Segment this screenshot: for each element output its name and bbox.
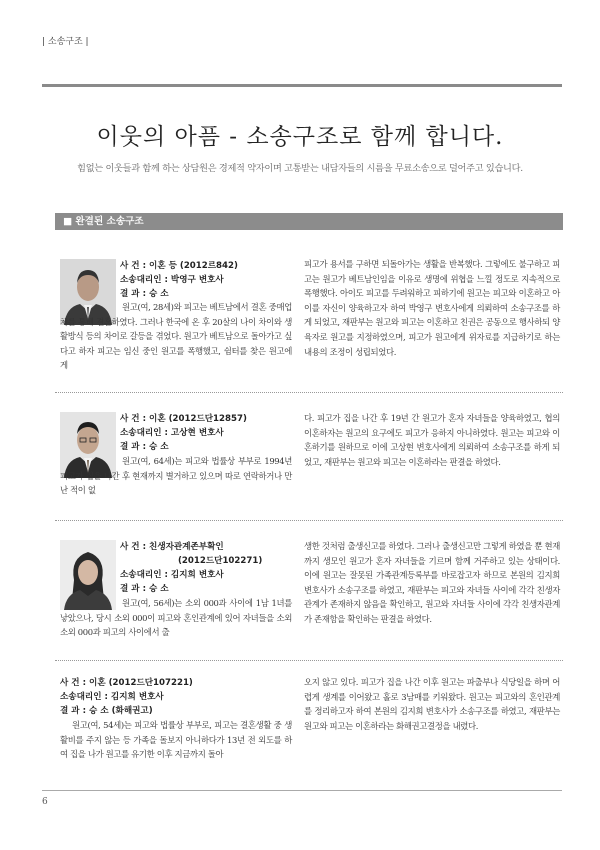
case-2-agent: 소송대리인 : 고상현 변호사 (120, 428, 224, 438)
top-divider-bar (42, 84, 562, 87)
case-2-right-text: 다. 피고가 집을 나간 후 19년 간 원고가 혼자 자녀들을 양육하였고, 협의이혼하자는 원고의 요구에도 피고가 응하지 아니하였다. 원고는 피고와 이혼하기를 원하므로 이에 고상현 변호사에게 의뢰하여 소송구조를 하게 되었고, 재판부는 원고와 피고는 이혼하라는 판결을 하였다. (304, 413, 560, 467)
case-2-left-text: 원고(여, 64세)는 피고와 법률상 부부로 1994년 피고가 집을 나간 후 현재까지 별거하고 있으며 따로 연락하거나 만난 적이 없 (60, 456, 292, 496)
case-4-meta (60, 676, 193, 718)
case-4-agent: 소송대리인 : 김지희 변호사 (60, 692, 164, 702)
case-1-meta (120, 259, 238, 301)
page-number: 6 (42, 797, 48, 807)
case-1-right-text: 피고가 용서를 구하면 되돌아가는 생활을 반복했다. 그렇에도 불구하고 피고는 원고가 베트남인임을 이유로 생명에 위협을 느낄 정도로 지속적으로 폭행했다. 아이도 피고를 두려워하고 피하기에 원고는 피고와 이혼하고 아이를 자신이 양육하고자 하여 박영구 변호사에게 의뢰하여 소송구조를 하게 되었고, 재판부는 원고와 피고는 이혼하고 친권은 공동으로 행사하되 양육자로 원고를 지정하였으며, 피고가 원고에게 위자료를 지급하기로 하는 내용의 조정이 성립되었다. (304, 259, 560, 357)
case-divider-1 (55, 392, 563, 393)
section-tag: | 소송구조 | (42, 37, 89, 47)
case-3-left-text: 원고(여, 56세)는 소외 000과 사이에 1남 1녀를 낳았으나, 당시 소외 000이 피고와 혼인관계에 있어 자녀들을 소외 소외 000과 피고의 사이에서 출 (60, 598, 292, 638)
case-1-agent: 소송대리인 : 박영구 변호사 (120, 275, 224, 285)
page-title: 이웃의 아픔 - 소송구조로 함께 합니다. (96, 124, 504, 150)
case-1-label: 사 건 : 이혼 등 (2012르842) (120, 261, 238, 271)
case-4-label: 사 건 : 이혼 (2012드단107221) (60, 678, 193, 688)
case-3-meta (120, 540, 262, 596)
case-4-left-text: 원고(여, 54세)는 피고와 법률상 부부로, 피고는 결혼생활 중 생활비를 주지 않는 등 가족을 돌보지 아니하다가 13년 전 외도를 하여 집을 나가 원고를 유기한 이후 지금까지 돌아 (60, 720, 292, 760)
case-4-result: 결 과 : 승 소 (화해권고) (60, 706, 153, 716)
case-1-result: 결 과 : 승 소 (120, 289, 169, 299)
page-subtitle: 힘없는 이웃들과 함께 하는 상담원은 경제적 약자이며 고통받는 내담자들의 시름을 무료소송으로 덜어주고 있습니다. (77, 163, 523, 174)
case-divider-2 (55, 520, 563, 521)
case-3-agent: 소송대리인 : 김지희 변호사 (120, 570, 224, 580)
case-3-result: 결 과 : 승 소 (120, 584, 169, 594)
case-2-label: 사 건 : 이혼 (2012드단12857) (120, 414, 247, 424)
case-2-result: 결 과 : 승 소 (120, 442, 169, 452)
case-4-right-text: 오지 않고 있다. 피고가 집을 나간 이후 원고는 파출부나 식당일을 하며 어렵게 생계를 이어왔고 홀로 3남매를 키워왔다. 원고는 피고와의 혼인관계를 정리하고자 하여 본원의 김지희 변호사가 소송구조를 하였고, 재판부는 원고와 피고는 이혼하라는 화해권고결정을 내렸다. (304, 677, 560, 731)
section-header: ■ 완결된 소송구조 (55, 213, 563, 230)
case-3-right-text: 생한 것처럼 출생신고를 하였다. 그러나 출생신고만 그렇게 하였을 뿐 현재까지 생모인 원고가 혼자 자녀들을 기르며 함께 거주하고 있는 상태이다. 이에 원고는 잘못된 가족관계등록부를 바로잡고자 하므로 본원의 김지희 변호사가 소송구조를 하였고, 재판부는 피고와 자녀들 사이에 각각 친생자관계가 존재하지 않음을 확인하고, 원고와 자녀들 사이에 각각 친생자관계가 존재함을 확인하는 판결을 하였다. (304, 541, 560, 624)
case-3-label-2: (2012드단102271) (178, 556, 263, 566)
case-1-left-text: 원고(여, 28세)와 피고는 베트남에서 결혼 중매업체를 통해 결혼하였다. 그러나 한국에 온 후 20살의 나이 차이와 생활방식 등의 차이로 갈등을 겪었다. 원고가 베트남으로 돌아가고 싶다고 하자 피고는 임신 중인 원고를 폭행했고, 쉼터를 찾은 원고에게 (60, 302, 292, 371)
case-divider-3 (55, 660, 563, 661)
case-3-label: 사 건 : 친생자관계존부확인 (120, 542, 224, 552)
footer-line (42, 790, 562, 791)
case-2-meta (120, 412, 247, 454)
